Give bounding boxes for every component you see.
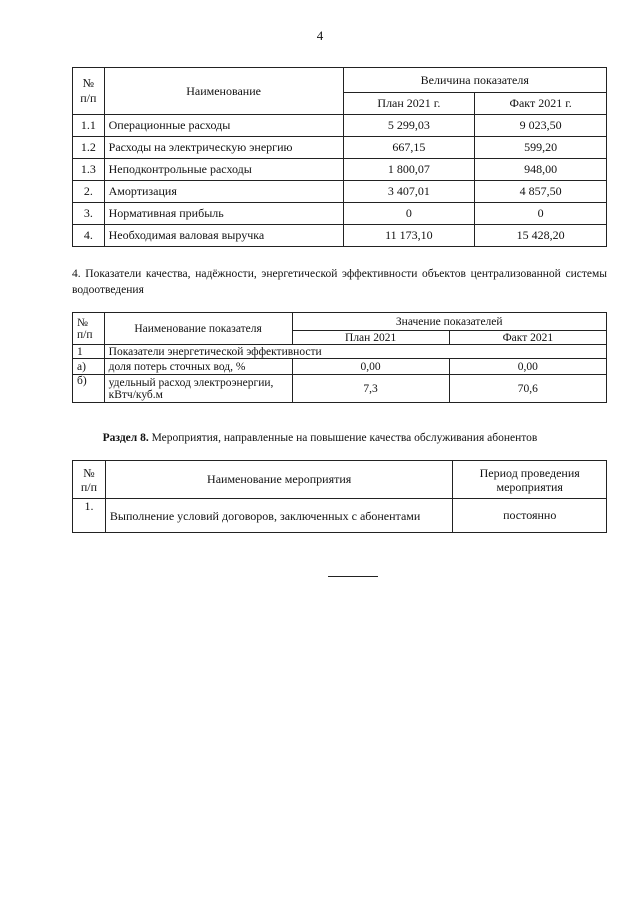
row-name: Нормативная прибыль	[104, 203, 343, 225]
row-period: постоянно	[453, 499, 607, 533]
row-plan: 667,15	[343, 137, 475, 159]
col-header-group: Значение показателей	[292, 313, 607, 331]
row-name: Амортизация	[104, 181, 343, 203]
row-name: Необходимая валовая выручка	[104, 225, 343, 247]
row-name: удельный расход электроэнергии, кВтч/куб.м	[104, 375, 292, 403]
row-name: Операционные расходы	[104, 115, 343, 137]
row-num: 1.2	[73, 137, 105, 159]
row-fact: 599,20	[475, 137, 607, 159]
row-fact: 70,6	[449, 375, 606, 403]
end-divider	[328, 576, 378, 577]
table-row	[73, 203, 607, 225]
quality-indicators-table	[72, 312, 607, 403]
section-8-text: Мероприятия, направленные на повышение качества обслуживания абонентов	[151, 432, 538, 444]
row-num: 1.1	[73, 115, 105, 137]
row-fact: 4 857,50	[475, 181, 607, 203]
row-fact: 948,00	[475, 159, 607, 181]
measures-table	[72, 460, 607, 533]
col-header-name: Наименование мероприятия	[105, 461, 453, 499]
table-group-row	[73, 345, 607, 359]
row-name: Выполнение условий договоров, заключенных с абонентами	[105, 499, 453, 533]
row-name: доля потерь сточных вод, %	[104, 359, 292, 375]
row-fact: 9 023,50	[475, 115, 607, 137]
table-row	[73, 499, 607, 533]
page-number: 4	[316, 28, 324, 43]
row-num: 4.	[73, 225, 105, 247]
section-4-heading: 4. Показатели качества, надёжности, энергетической эффективности объектов централизованной системы водоотведения	[72, 268, 607, 296]
row-plan: 7,3	[292, 375, 449, 403]
row-plan: 0	[343, 203, 475, 225]
row-num: 3.	[73, 203, 105, 225]
row-name: Неподконтрольные расходы	[104, 159, 343, 181]
col-header-plan: План 2021	[292, 331, 449, 345]
row-fact: 0,00	[449, 359, 606, 375]
row-num: 2.	[73, 181, 105, 203]
section-8-label: Раздел 8.	[102, 432, 149, 444]
col-header-plan: План 2021 г.	[343, 93, 475, 115]
row-num: а)	[73, 359, 105, 375]
row-num: 1	[73, 345, 105, 359]
row-plan: 3 407,01	[343, 181, 475, 203]
col-header-num: № п/п	[73, 68, 105, 115]
table-row	[73, 375, 607, 403]
table-row	[73, 159, 607, 181]
col-header-num: № п/п	[73, 461, 106, 499]
table-row	[73, 225, 607, 247]
col-header-fact: Факт 2021 г.	[475, 93, 607, 115]
col-header-group: Величина показателя	[343, 68, 606, 93]
row-num: 1.3	[73, 159, 105, 181]
col-header-period: Период проведения мероприятия	[453, 461, 607, 499]
col-header-fact: Факт 2021	[449, 331, 606, 345]
row-plan: 0,00	[292, 359, 449, 375]
col-header-name: Наименование показателя	[104, 313, 292, 345]
col-header-num: № п/п	[73, 313, 105, 345]
row-name: Показатели энергетической эффективности	[104, 345, 606, 359]
row-num: 1.	[73, 499, 106, 533]
row-fact: 0	[475, 203, 607, 225]
table-row	[73, 115, 607, 137]
table-row	[73, 137, 607, 159]
row-num: б)	[73, 375, 105, 403]
table-row	[73, 181, 607, 203]
col-header-name: Наименование	[104, 68, 343, 115]
financial-indicators-table	[72, 67, 607, 247]
row-plan: 11 173,10	[343, 225, 475, 247]
section-8-heading	[0, 432, 640, 444]
row-name: Расходы на электрическую энергию	[104, 137, 343, 159]
row-plan: 1 800,07	[343, 159, 475, 181]
table-row	[73, 359, 607, 375]
row-plan: 5 299,03	[343, 115, 475, 137]
row-fact: 15 428,20	[475, 225, 607, 247]
